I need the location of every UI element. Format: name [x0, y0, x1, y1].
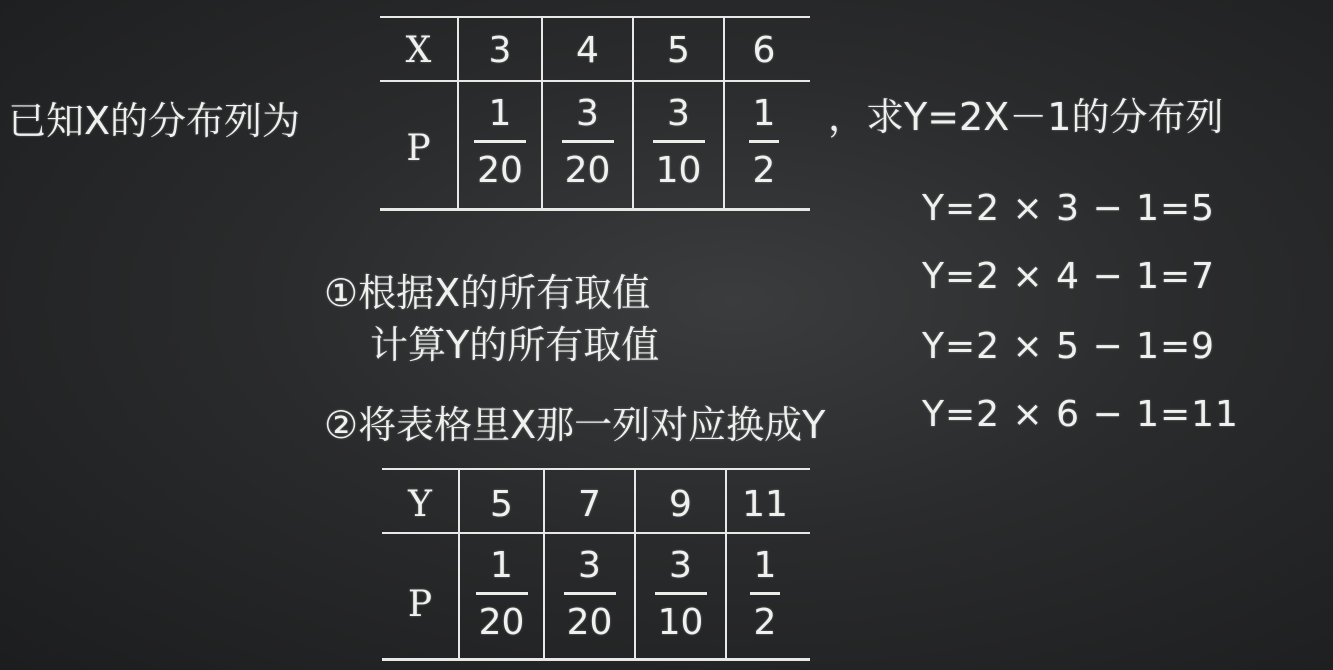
table-y-mid-line [382, 532, 810, 534]
fraction-bar [476, 592, 528, 595]
equation: Y=2 × 4 − 1=7 [922, 256, 1216, 297]
table-x-value: 3 [488, 30, 512, 71]
fraction-denominator: 20 [564, 150, 611, 191]
table-y-probability [727, 545, 803, 643]
table-x-value: 6 [752, 30, 776, 71]
fraction-numerator: 1 [752, 93, 776, 134]
fraction-bar [750, 592, 780, 595]
table-x-value: 4 [576, 30, 599, 71]
fraction-numerator: 3 [667, 93, 690, 134]
table-y-value: 5 [490, 484, 513, 525]
table-x-prob-label: P [406, 128, 431, 169]
fraction-numerator: 1 [488, 93, 512, 134]
table-y-value: 7 [578, 484, 601, 525]
step1-line1: ①根据X的所有取值 [324, 271, 651, 315]
table-y-value: 11 [742, 484, 788, 525]
fraction-denominator: 20 [478, 602, 525, 643]
equation: Y=2 × 3 − 1=5 [922, 188, 1216, 229]
fraction-bar [474, 140, 526, 143]
table-y-probability [460, 545, 543, 643]
fraction-numerator: 3 [576, 93, 599, 134]
table-y-value: 9 [669, 484, 692, 525]
table-x-probability [634, 93, 723, 191]
table-x-probability [459, 93, 541, 191]
problem-prefix: 已知X的分布列为 [8, 99, 301, 143]
table-y-top-line [382, 468, 810, 470]
fraction-denominator: 20 [477, 150, 523, 191]
fraction-numerator: 1 [753, 545, 777, 586]
table-x-value: 5 [667, 30, 690, 71]
table-x-var-label: X [405, 30, 432, 71]
table-y-bottom-line [382, 658, 810, 661]
problem-suffix: ，求Y=2X－1的分布列 [828, 95, 1224, 139]
table-x-probability [543, 93, 632, 191]
fraction-numerator: 3 [669, 545, 692, 586]
fraction-bar [562, 140, 614, 143]
table-x [380, 16, 810, 212]
step1-line2: 计算Y的所有取值 [370, 323, 660, 367]
table-y [382, 468, 810, 662]
fraction-denominator: 2 [752, 150, 776, 191]
fraction-denominator: 20 [566, 602, 613, 643]
table-y-probability [636, 545, 725, 643]
equation: Y=2 × 5 − 1=9 [922, 326, 1216, 367]
table-x-probability [725, 93, 803, 191]
table-x-bottom-line [380, 208, 810, 211]
fraction-numerator: 1 [490, 545, 513, 586]
fraction-numerator: 3 [578, 545, 601, 586]
fraction-bar [655, 592, 707, 595]
table-y-probability [545, 545, 634, 643]
step2: ②将表格里X那一列对应换成Y [324, 403, 826, 447]
equation: Y=2 × 6 − 1=11 [922, 394, 1239, 435]
fraction-bar [564, 592, 616, 595]
fraction-denominator: 10 [657, 602, 704, 643]
table-x-top-line [380, 16, 810, 18]
table-y-var-label: Y [408, 484, 432, 525]
fraction-bar [653, 140, 705, 143]
fraction-bar [749, 140, 779, 143]
table-y-prob-label: P [407, 584, 433, 625]
fraction-denominator: 10 [655, 150, 702, 191]
fraction-denominator: 2 [753, 602, 777, 643]
table-x-mid-line [380, 80, 810, 82]
